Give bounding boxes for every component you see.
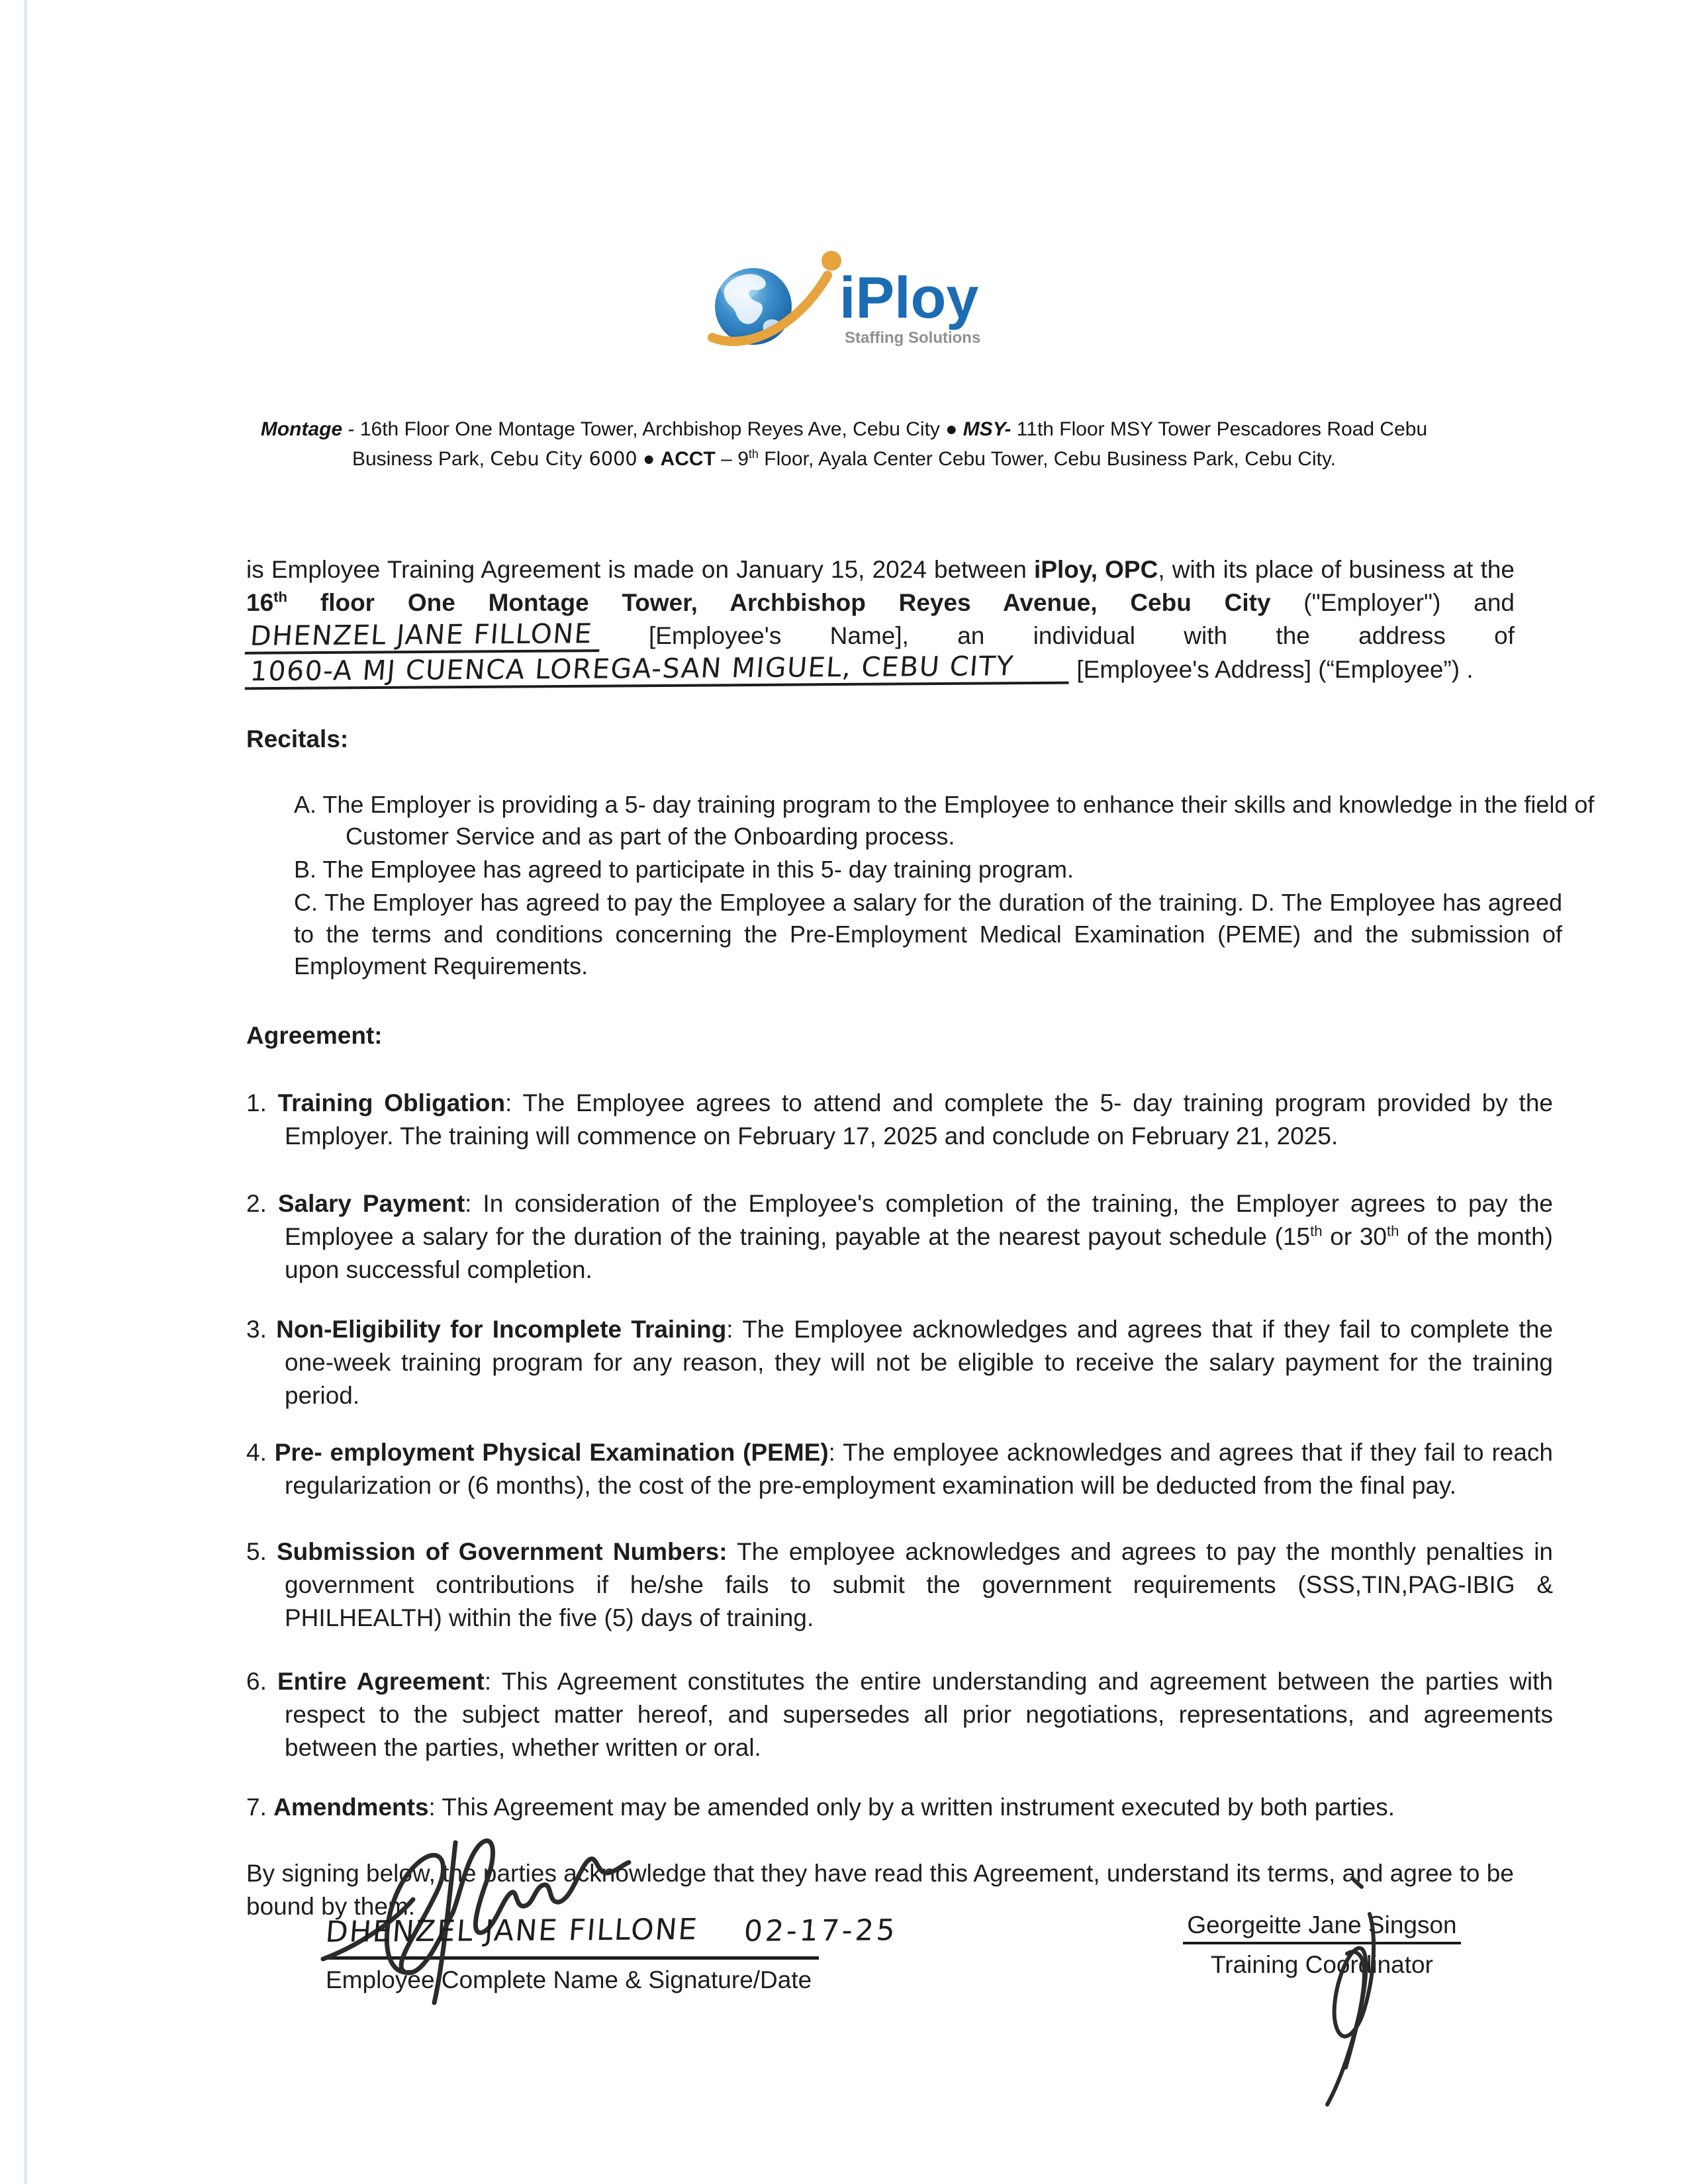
employee-handwritten-name: DHENZEL JANE FILLONE [324, 1913, 700, 1949]
agreement-item-1: 1. Training Obligation: The Employee agrees to attend and complete the 5- day training program provided by the Employer. The training will commence on February 17, 2025 and conclude on February 21, 2025. [246, 1089, 1553, 1150]
coordinator-signature-block [1176, 1911, 1468, 1979]
logo-brand-text: iPloy [839, 265, 979, 330]
scan-artifact-line [24, 0, 27, 2184]
iploy-logo [702, 244, 986, 363]
office-address: Montage - 16th Floor One Montage Tower, Archbishop Reyes Ave, Cebu City ● MSY- 11th Floor MSY Tower Pescadores Road Cebu Business Park, Cebu City 6000 ● ACCT – 9th Floor, Ayala Center Cebu Tower, Cebu Business Park, Cebu City. [260, 418, 1428, 470]
agreement-item-3: 3. Non-Eligibility for Incomplete Training: The Employee acknowledges and agrees that if they fail to complete the one-week training program for any reason, they will not be eligible to receive the salary payment for the training period. [246, 1316, 1553, 1409]
agreement-heading: Agreement: [246, 1022, 383, 1049]
recital-item-b: B. The Employee has agreed to participate in this 5- day training program. [294, 856, 1074, 883]
closing-paragraph: By signing below, the parties acknowledge that they have read this Agreement, understand its terms, and agree to be bound by them. [246, 1860, 1514, 1920]
employee-signature-block [324, 1913, 900, 1994]
agreement-item-6: 6. Entire Agreement: This Agreement constitutes the entire understanding and agreement between the parties with respect to the subject matter hereof, and supersedes all prior negotiations, representations, and agreements between the parties, whether written or oral. [246, 1668, 1553, 1761]
iploy-logo-graphic [702, 244, 986, 359]
agreement-item-7: 7. Amendments: This Agreement may be amended only by a written instrument executed by both parties. [246, 1794, 1395, 1821]
recital-item-a: A. The Employer is providing a 5- day training program to the Employee to enhance their skills and knowledge in the field of Customer Service and as part of the Onboarding process. [294, 791, 1595, 850]
intro-paragraph: is Employee Training Agreement is made on January 15, 2024 between iPloy, OPC, with its place of business at the 16th floor One Montage Tower, Archbishop Reyes Avenue, Cebu City ("Employer") and DHENZEL JANE FILLONE [Employee's Name], an individual with the address of 1060-A MJ CUENCA LOREGA-SAN MIGUEL, CEBU CITY [Employee's Address] (“Employee”) . [246, 553, 1515, 687]
coordinator-name: Georgeitte Jane Singson [1183, 1911, 1460, 1944]
globe-icon [715, 268, 792, 345]
employee-handwritten-date: 02-17-25 [743, 1913, 900, 1948]
agreement-item-2: 2. Salary Payment: In consideration of the Employee's completion of the training, the Employer agrees to pay the Employee a salary for the duration of the training, payable at the nearest payout schedule (15th or 30th of the month) upon successful completion. [246, 1190, 1554, 1283]
employee-name-and-date [324, 1913, 900, 1955]
recitals-heading: Recitals: [246, 725, 349, 752]
employee-signature-label: Employee Complete Name & Signature/Date [326, 1966, 812, 1993]
coordinator-label: Training Coordinator [1211, 1951, 1433, 1978]
agreement-item-4: 4. Pre- employment Physical Examination (PEME): The employee acknowledges and agrees that if they fail to reach regularization or (6 months), the cost of the pre-employment examination will be deducted from the final pay. [246, 1439, 1553, 1499]
logo-tagline-text: Staffing Solutions [845, 329, 981, 347]
recital-item-cd: C. The Employer has agreed to pay the Employee a salary for the duration of the training. D. The Employee has agreed to the terms and conditions concerning the Pre-Employment Medical Examination (PEME) and the submission of Employment Requirements. [294, 889, 1562, 979]
employee-signature-line [326, 1956, 819, 1960]
agreement-item-5: 5. Submission of Government Numbers: The employee acknowledges and agrees to pay the monthly penalties in government contributions if he/she fails to submit the government requirements (SSS,TIN,PAG-IBIG & PHILHEALTH) within the five (5) days of training. [246, 1538, 1553, 1631]
signature-section [246, 1911, 1515, 2183]
